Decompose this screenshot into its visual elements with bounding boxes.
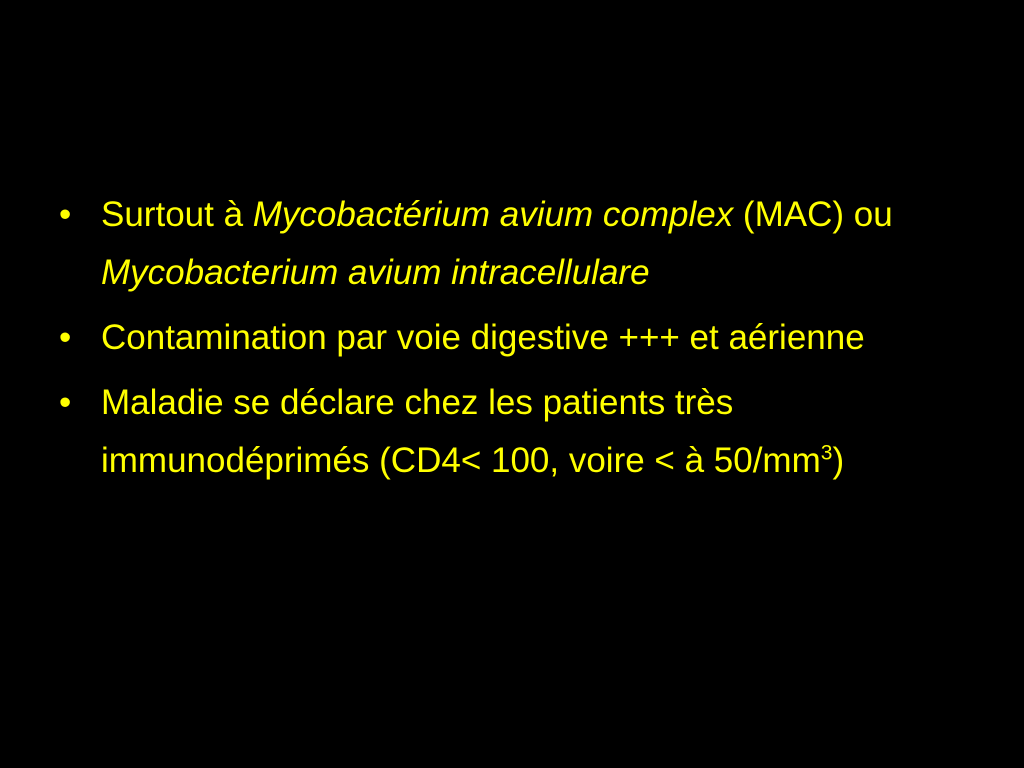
species-name-intracellulare: Mycobacterium avium intracellulare [101, 253, 650, 292]
bullet-item-mac [59, 186, 959, 302]
bullet-item-contamination [59, 309, 959, 367]
bullet-text: Contamination par voie digestive +++ et aérienne [101, 318, 865, 357]
bullet-text-prefix: Surtout à [101, 195, 253, 234]
bullet-text-end: ) [832, 441, 845, 480]
bullet-icon: • [59, 195, 72, 234]
bullet-text: Maladie se déclare chez les patients très immunodéprimés (CD4< 100, voire < à 50/mm [101, 383, 821, 480]
bullet-icon: • [59, 383, 72, 422]
bullet-item-maladie [59, 374, 959, 490]
species-name-mac: Mycobactérium avium complex [252, 195, 734, 234]
superscript-unit: 3 [820, 441, 833, 465]
bullet-text-middle: (MAC) ou [733, 195, 893, 234]
bullet-icon: • [59, 318, 72, 357]
bullet-list [59, 186, 959, 497]
